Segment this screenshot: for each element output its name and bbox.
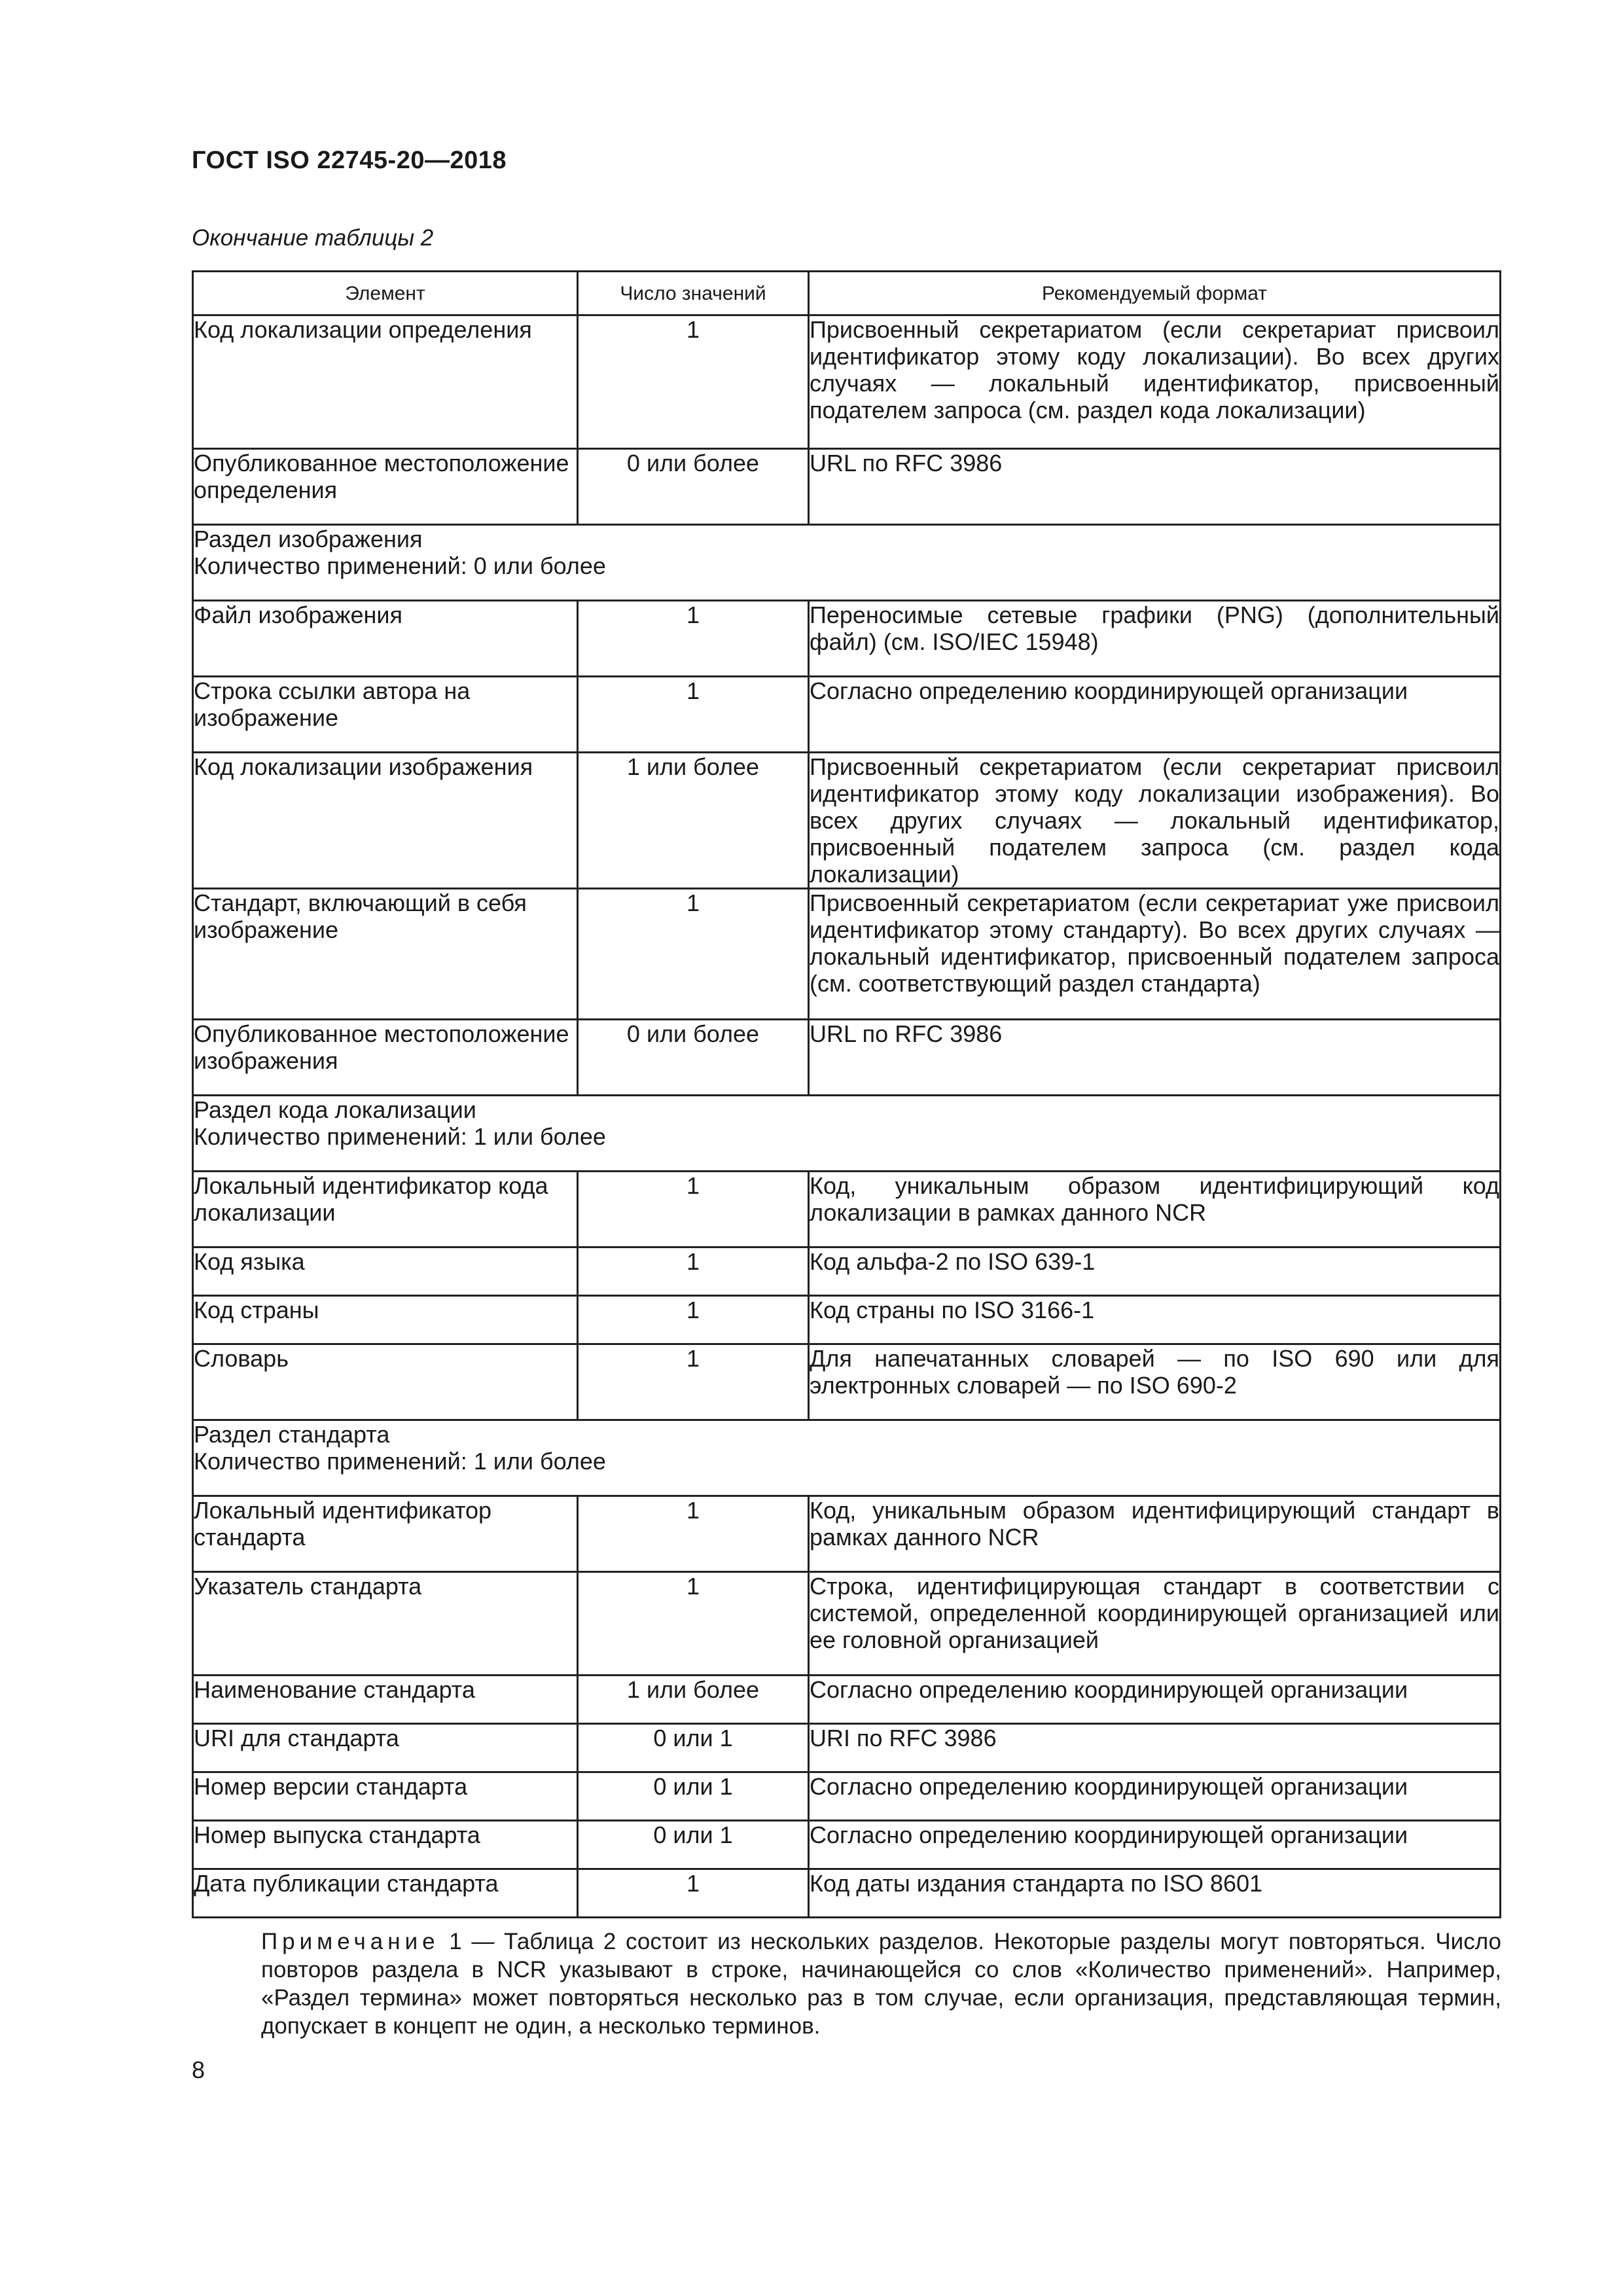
- format-cell: Код даты издания стандарта по ISO 8601: [809, 1869, 1501, 1918]
- section-usage: Количество применений: 1 или более: [194, 1448, 606, 1475]
- page-number: 8: [192, 2056, 205, 2083]
- count-cell: 1: [578, 1344, 809, 1420]
- table-row: [193, 1296, 1501, 1344]
- element-cell: Строка ссылки автора на изображение: [193, 677, 578, 753]
- section-row: [193, 1420, 1501, 1496]
- table-row: [193, 1821, 1501, 1869]
- format-cell: URL по RFC 3986: [809, 1020, 1501, 1096]
- requirements-table: [192, 270, 1501, 1918]
- section-title: Раздел кода локализации: [194, 1096, 476, 1123]
- table-row: [193, 1724, 1501, 1772]
- count-cell: 1: [578, 601, 809, 677]
- element-cell: Номер выпуска стандарта: [193, 1821, 578, 1869]
- format-cell: Присвоенный секретариатом (если секретариат уже присвоил идентификатор этому стандарту). Во всех других случаях — локальный идентификатор, присвоенный подателем запроса (см. соответствующий раздел стандарта): [809, 889, 1501, 1020]
- table-row: [193, 1869, 1501, 1918]
- element-cell: Код локализации изображения: [193, 753, 578, 889]
- element-cell: Код языка: [193, 1247, 578, 1296]
- section-cell: [193, 525, 1501, 601]
- count-cell: 1: [578, 1496, 809, 1572]
- format-cell: URL по RFC 3986: [809, 449, 1501, 525]
- section-title: Раздел изображения: [194, 526, 423, 552]
- table-row: [193, 1496, 1501, 1572]
- table-note: [192, 1928, 1501, 2040]
- count-cell: 1 или более: [578, 1676, 809, 1724]
- element-cell: Указатель стандарта: [193, 1572, 578, 1676]
- count-cell: 0 или 1: [578, 1821, 809, 1869]
- format-cell: Согласно определению координирующей организации: [809, 1821, 1501, 1869]
- note-text: 1 — Таблица 2 состоит из нескольких разделов. Некоторые разделы могут повторяться. Число повторов раздела в NCR указывают в строке, начинающейся со слов «Количество применений». Например, «Раздел термина» может повторяться несколько раз в том случае, если организация, представляющая термин, допускает в концепт не один, а несколько терминов.: [261, 1929, 1501, 2039]
- column-header-format: Рекомендуемый формат: [809, 272, 1501, 315]
- table-row: [193, 753, 1501, 889]
- format-cell: Согласно определению координирующей организации: [809, 677, 1501, 753]
- format-cell: Согласно определению координирующей организации: [809, 1772, 1501, 1821]
- element-cell: Стандарт, включающий в себя изображение: [193, 889, 578, 1020]
- document-code: ГОСТ ISO 22745-20—2018: [192, 147, 507, 174]
- element-cell: Код страны: [193, 1296, 578, 1344]
- element-cell: Дата публикации стандарта: [193, 1869, 578, 1918]
- section-usage: Количество применений: 1 или более: [194, 1123, 606, 1150]
- count-cell: 0 или 1: [578, 1772, 809, 1821]
- table-row: [193, 1676, 1501, 1724]
- section-row: [193, 525, 1501, 601]
- table-row: [193, 1572, 1501, 1676]
- format-cell: Присвоенный секретариатом (если секретариат присвоил идентификатор этому коду локализации). Во всех других случаях — локальный идентификатор, присвоенный подателем запроса (см. раздел кода локализации): [809, 315, 1501, 449]
- count-cell: 0 или более: [578, 1020, 809, 1096]
- element-cell: Опубликованное местоположение изображения: [193, 1020, 578, 1096]
- section-title: Раздел стандарта: [194, 1421, 390, 1448]
- element-cell: Словарь: [193, 1344, 578, 1420]
- note-label: Примечание: [261, 1929, 440, 1954]
- element-cell: Наименование стандарта: [193, 1676, 578, 1724]
- count-cell: 1: [578, 315, 809, 449]
- format-cell: URI по RFC 3986: [809, 1724, 1501, 1772]
- table-row: [193, 1020, 1501, 1096]
- format-cell: Присвоенный секретариатом (если секретариат присвоил идентификатор этому коду локализации изображения). Во всех других случаях — локальный идентификатор, присвоенный подателем запроса (см. раздел кода локализации): [810, 753, 1499, 888]
- format-cell: Код, уникальным образом идентифицирующий стандарт в рамках данного NCR: [809, 1496, 1501, 1572]
- table-row: [193, 601, 1501, 677]
- count-cell: 1: [578, 889, 809, 1020]
- element-cell: Код локализации определения: [193, 315, 578, 449]
- count-cell: 0 или более: [578, 449, 809, 525]
- count-cell: 1: [578, 1172, 809, 1247]
- table-row: [193, 1344, 1501, 1420]
- table-body: [193, 315, 1501, 1918]
- element-cell: URI для стандарта: [193, 1724, 578, 1772]
- format-cell: Код, уникальным образом идентифицирующий код локализации в рамках данного NCR: [809, 1172, 1501, 1247]
- count-cell: 1: [578, 1296, 809, 1344]
- element-cell: Локальный идентификатор кода локализации: [193, 1172, 578, 1247]
- format-cell: Строка, идентифицирующая стандарт в соответствии с системой, определенной координирующей организацией или ее головной организацией: [809, 1572, 1501, 1676]
- table-row: [193, 315, 1501, 449]
- table-row: [193, 1247, 1501, 1296]
- format-cell: Переносимые сетевые графики (PNG) (дополнительный файл) (см. ISO/IEC 15948): [809, 601, 1501, 677]
- count-cell: 1: [578, 1572, 809, 1676]
- count-cell: 1: [578, 1869, 809, 1918]
- column-header-element: Элемент: [193, 272, 578, 315]
- table-row: [193, 889, 1501, 1020]
- count-cell: 1: [578, 677, 809, 753]
- column-header-count: Число значений: [578, 272, 809, 315]
- format-cell: Согласно определению координирующей организации: [809, 1676, 1501, 1724]
- element-cell: Файл изображения: [193, 601, 578, 677]
- table-caption: Окончание таблицы 2: [192, 225, 434, 251]
- section-usage: Количество применений: 0 или более: [194, 552, 606, 579]
- table-row: [193, 1172, 1501, 1247]
- format-cell: Код альфа-2 по ISO 639-1: [809, 1247, 1501, 1296]
- element-cell: Номер версии стандарта: [193, 1772, 578, 1821]
- count-cell: 1 или более: [578, 753, 809, 889]
- count-cell: 0 или 1: [578, 1724, 809, 1772]
- section-cell: [193, 1096, 1501, 1172]
- section-cell: [193, 1420, 1501, 1496]
- count-cell: 1: [578, 1247, 809, 1296]
- element-cell: Локальный идентификатор стандарта: [193, 1496, 578, 1572]
- table-row: [193, 1772, 1501, 1821]
- element-cell: Опубликованное местоположение определения: [193, 449, 578, 525]
- table-row: [193, 449, 1501, 525]
- format-cell: Код страны по ISO 3166-1: [809, 1296, 1501, 1344]
- table-header-row: [193, 272, 1501, 315]
- section-row: [193, 1096, 1501, 1172]
- format-cell: Для напечатанных словарей — по ISO 690 или для электронных словарей — по ISO 690-2: [809, 1344, 1501, 1420]
- table-row: [193, 677, 1501, 753]
